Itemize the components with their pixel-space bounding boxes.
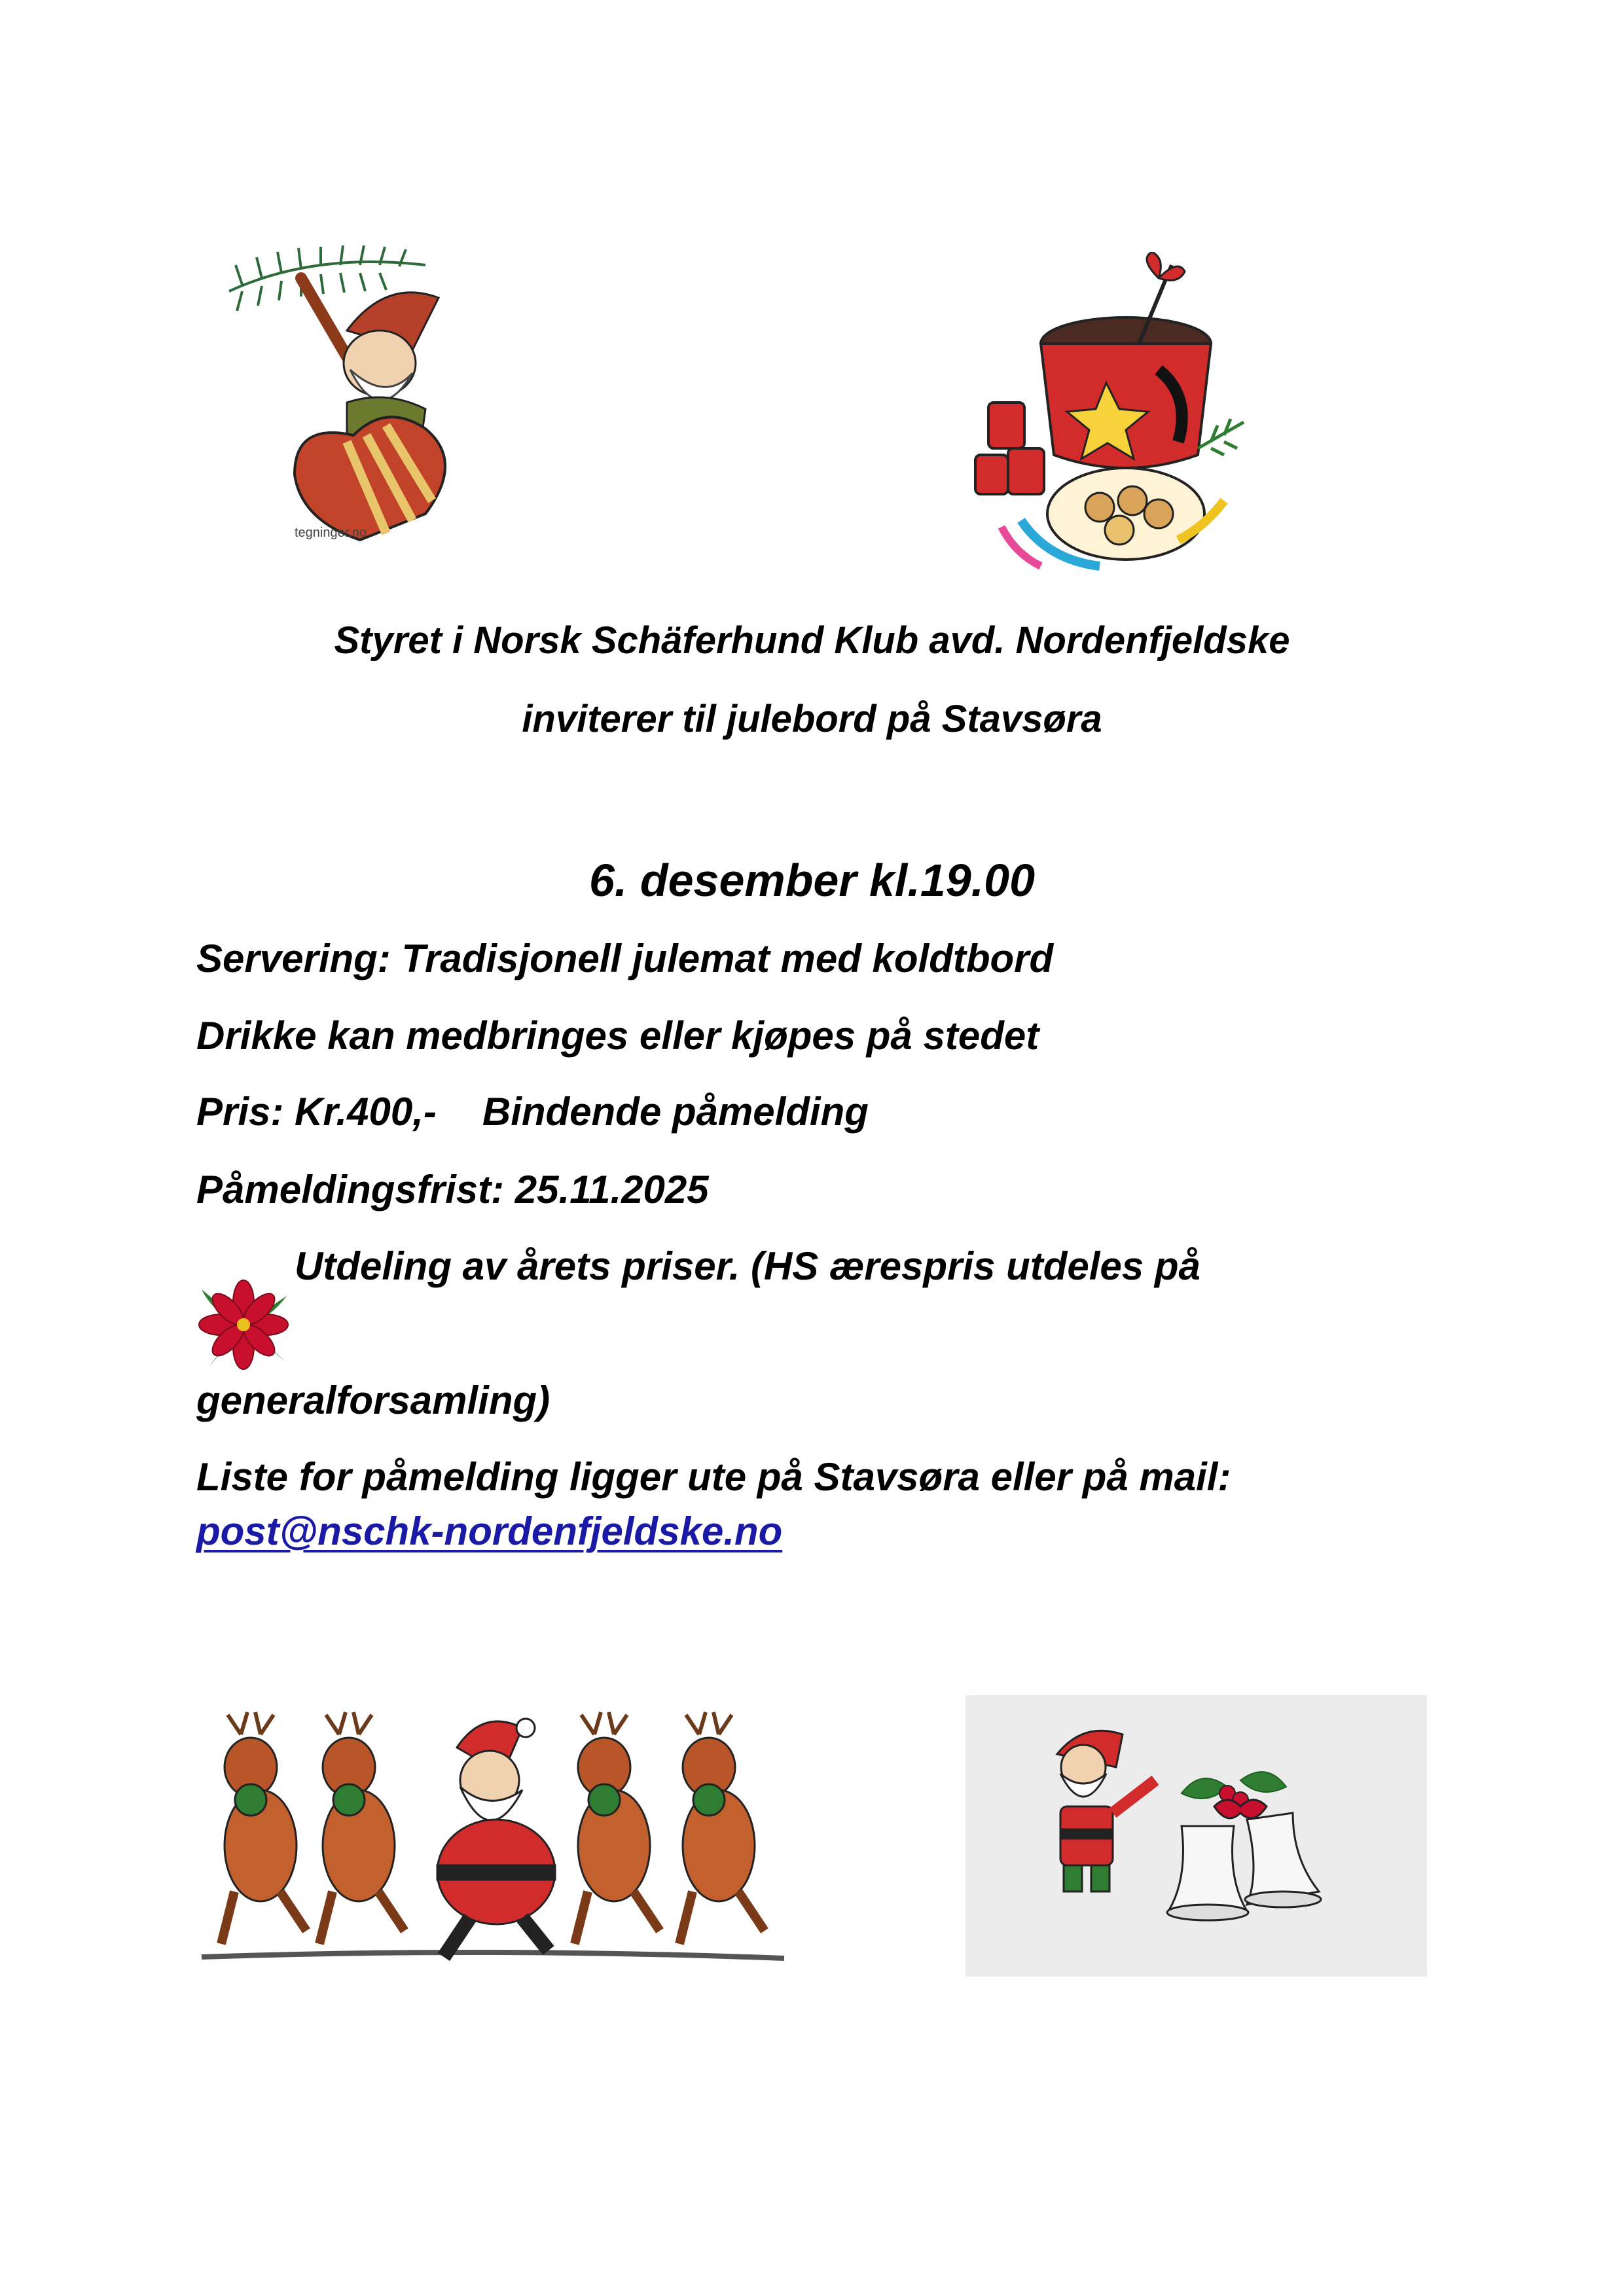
email-link[interactable]: post@nschk-nordenfjeldske.no	[196, 1509, 783, 1553]
binding-text: Bindende påmelding	[482, 1090, 869, 1134]
mulled-wine-pot-illustration	[962, 252, 1250, 592]
event-date: 6. desember kl.19.00	[589, 855, 1035, 906]
illustration-credit: tegninger.no	[295, 526, 367, 540]
signup-line: Liste for påmelding ligger ute på Stavsøra eller på mail:	[196, 1455, 1231, 1499]
email-line	[196, 1509, 782, 1554]
awards-line2: generalforsamling)	[196, 1378, 550, 1422]
poinsettia-icon	[195, 1276, 292, 1373]
santa-bells-illustration	[965, 1695, 1427, 1977]
invitation-heading-line2: inviterer til julebord på Stavsøra	[522, 698, 1102, 740]
awards-line1: Utdeling av årets priser. (HS ærespris utdeles på	[295, 1244, 1200, 1288]
drinks-line: Drikke kan medbringes eller kjøpes på stedet	[196, 1014, 1039, 1058]
price-line	[196, 1089, 869, 1134]
price-text: Pris: Kr.400,-	[196, 1090, 437, 1134]
invitation-heading-line1: Styret i Norsk Schäferhund Klub avd. Nordenfjeldske	[334, 619, 1290, 662]
santa-reindeer-dance-illustration	[195, 1702, 793, 1977]
deadline-line: Påmeldingsfrist: 25.11.2025	[196, 1168, 709, 1211]
gnome-heart-basket-illustration	[216, 239, 504, 547]
serving-line: Servering: Tradisjonell julemat med koldtbord	[196, 937, 1054, 980]
